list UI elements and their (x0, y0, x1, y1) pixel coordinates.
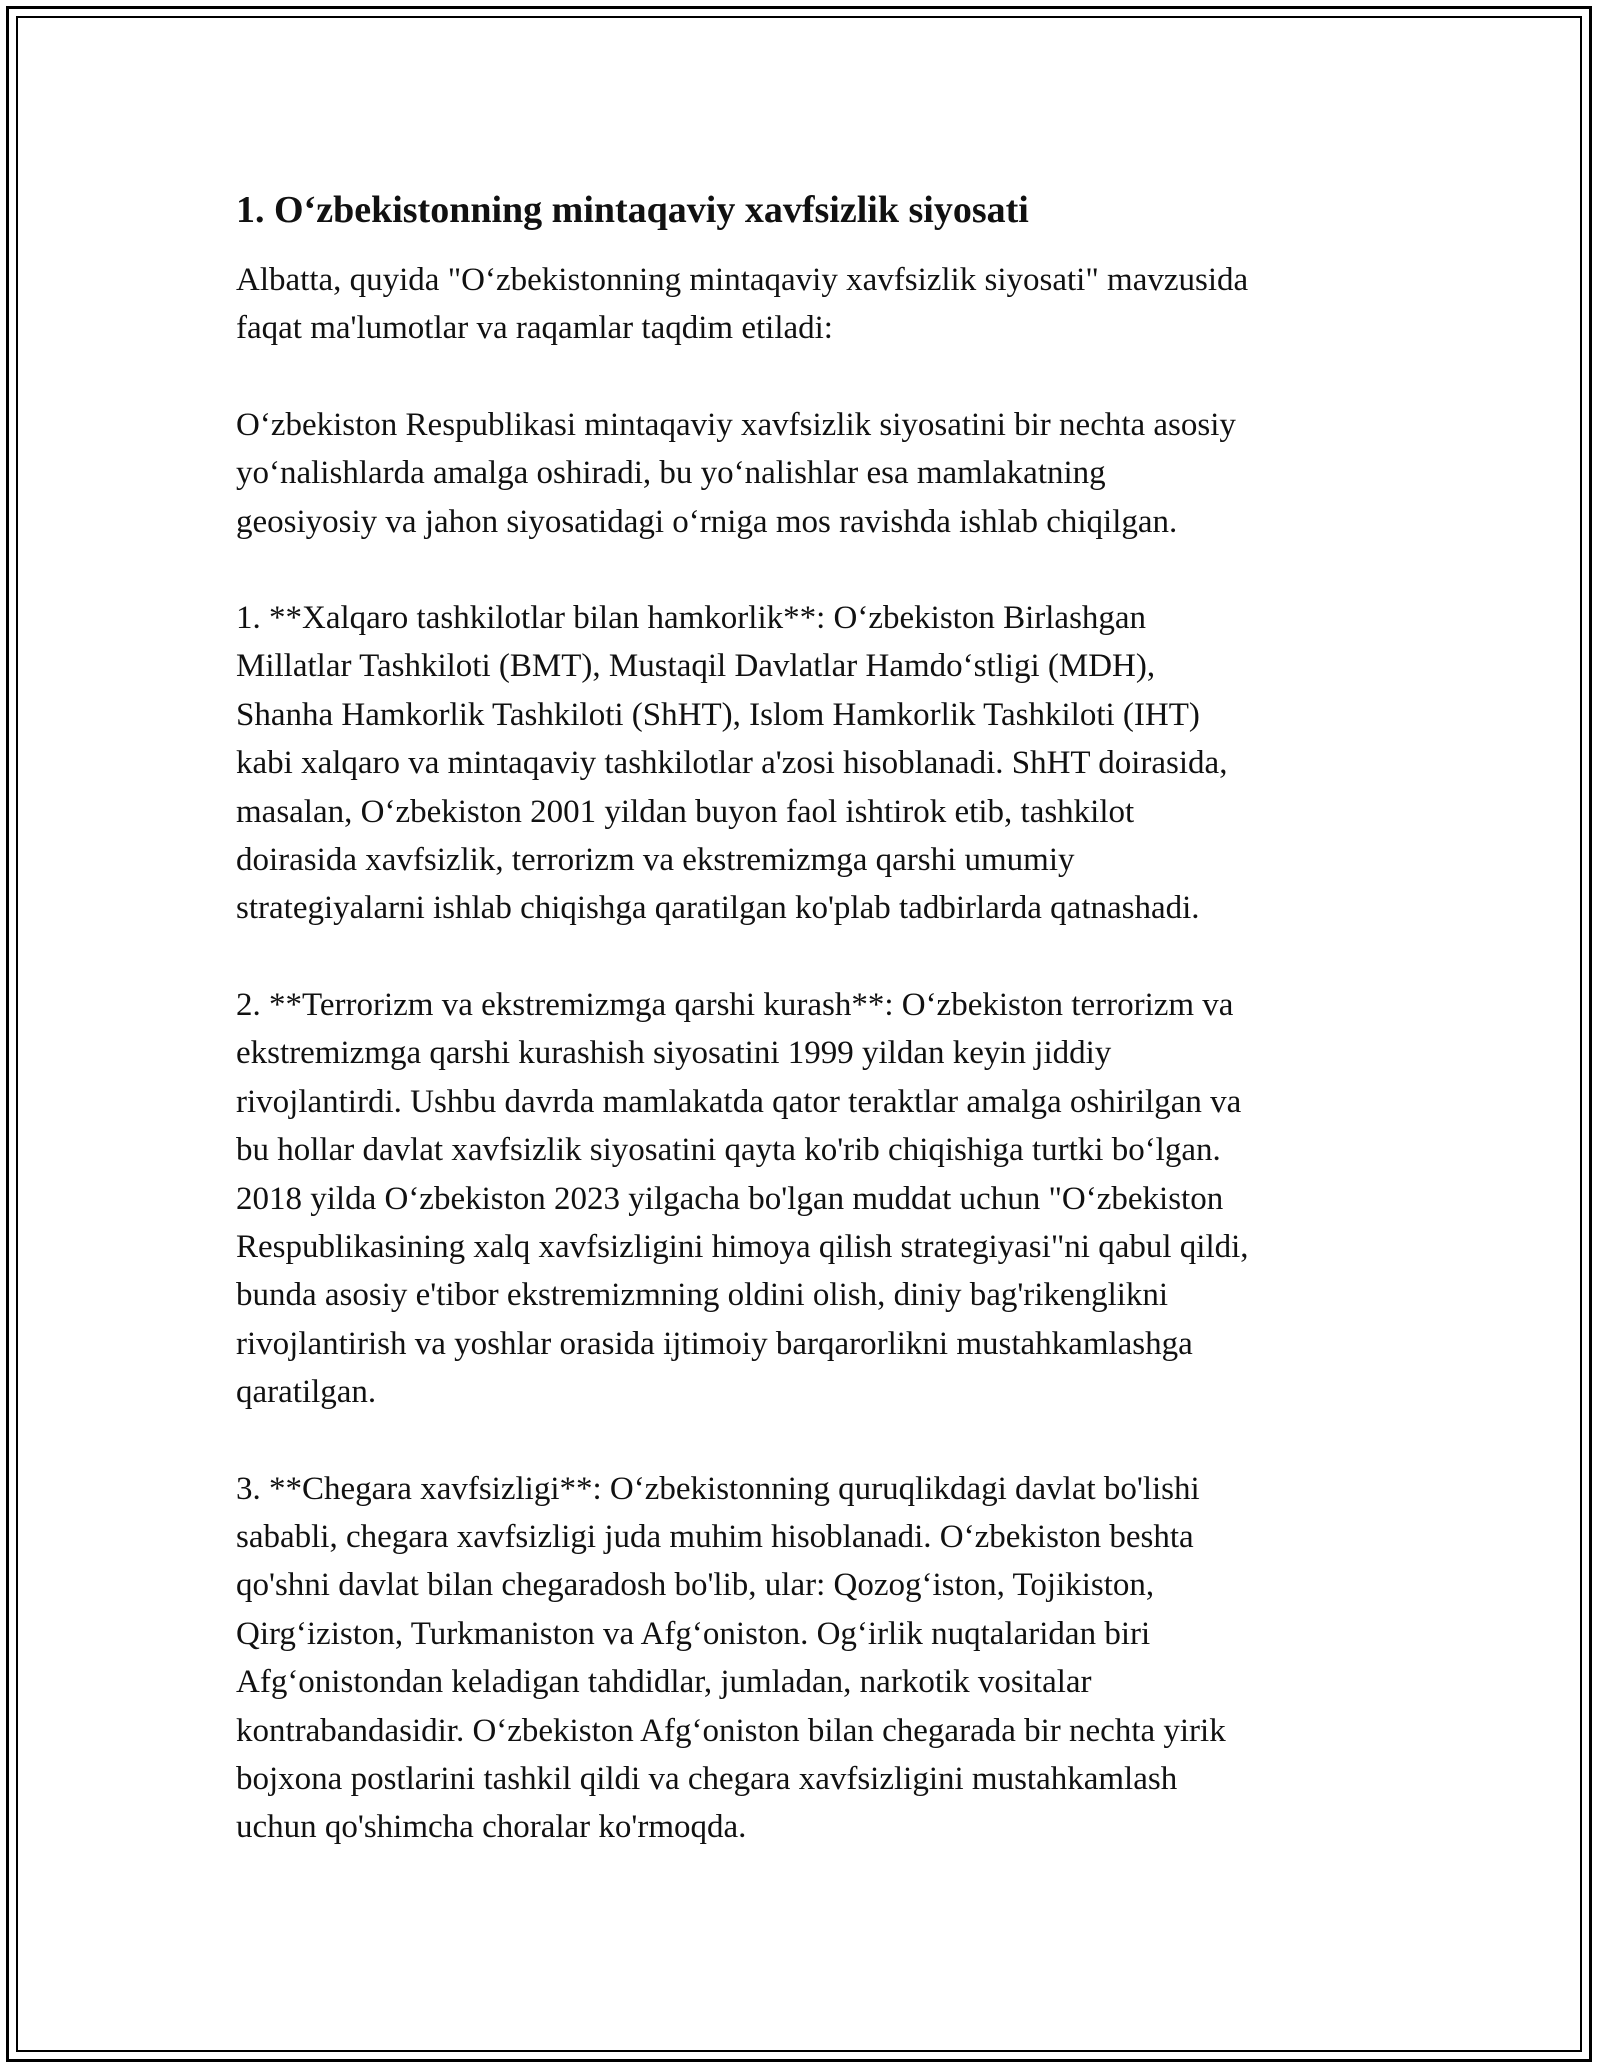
paragraph-border-security: 3. **Chegara xavfsizligi**: O‘zbekistonning quruqlikdagi davlat bo'lishi sababli, chegara xavfsizligi juda muhim hisoblanadi. O‘zbekiston beshta qo'shni davlat bilan chegaradosh bo'lib, ular: Qozog‘iston, Tojikiston, Qirg‘iziston, Turkmaniston va Afg‘oniston. Og‘irlik nuqtalaridan biri Afg‘onistondan keladigan tahdidlar, jumladan, narkotik vositalar kontrabandasidir. O‘zbekiston Afg‘oniston bilan chegarada bir nechta yirik bojxona postlarini tashkil qildi va chegara xavfsizligini mustahkamlash uchun qo'shimcha choralar ko'rmoqda. (236, 1470, 1226, 1846)
paragraph-counter-terrorism: 2. **Terrorizm va ekstremizmga qarshi kurash**: O‘zbekiston terrorizm va ekstremizmga qarshi kurashish siyosatini 1999 yildan keyin jiddiy rivojlantirdi. Ushbu davrda mamlakatda qator teraktlar amalga oshirilgan va bu hollar davlat xavfsizlik siyosatini qayta ko'rib chiqishiga turtki bo‘lgan. 2018 yilda O‘zbekiston 2023 yilgacha bo'lgan muddat uchun "O‘zbekiston Respublikasining xalq xavfsizligini himoya qilish strategiyasi"ni qabul qildi, bunda asosiy e'tibor ekstremizmning oldini olish, diniy bag'rikenglikni rivojlantirish va yoshlar orasida ijtimoiy barqarorlikni mustahkamlashga qaratilgan. (236, 986, 1249, 1411)
paragraph-overview: O‘zbekiston Respublikasi mintaqaviy xavfsizlik siyosatini bir nechta asosiy yo‘nalishlarda amalga oshiradi, bu yo‘nalishlar esa mamlakatning geosiyosiy va jahon siyosatidagi o‘rniga mos ravishda ishlab chiqilgan. (236, 406, 1236, 540)
paragraph-international-cooperation: 1. **Xalqaro tashkilotlar bilan hamkorlik**: O‘zbekiston Birlashgan Millatlar Tashkiloti (BMT), Mustaqil Davlatlar Hamdo‘stligi (MDH), Shanha Hamkorlik Tashkiloti (ShHT), Islom Hamkorlik Tashkiloti (IHT) kabi xalqaro va mintaqaviy tashkilotlar a'zosi hisoblanadi. ShHT doirasida, masalan, O‘zbekiston 2001 yildan buyon faol ishtirok etib, tashkilot doirasida xavfsizlik, terrorizm va ekstremizmga qarshi umumiy strategiyalarni ishlab chiqishga qaratilgan ko'plab tadbirlarda qatnashadi. (236, 600, 1228, 927)
document-title: 1. O‘zbekistonning mintaqaviy xavfsizlik siyosati (236, 189, 1029, 231)
paragraph-intro: Albatta, quyida "O‘zbekistonning mintaqaviy xavfsizlik siyosati" mavzusida faqat ma'lumotlar va raqamlar taqdim etiladi: (236, 262, 1249, 347)
document-body (236, 184, 1366, 1900)
